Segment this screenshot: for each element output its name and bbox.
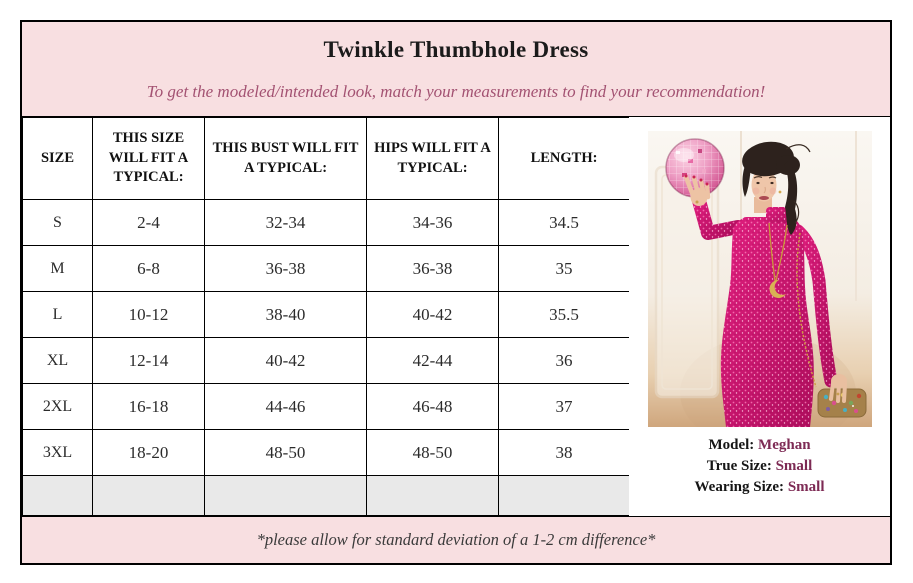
cell: 46-48 [367, 384, 499, 430]
table-row-s [23, 200, 630, 246]
empty-cell [93, 476, 205, 516]
photo-column [629, 117, 890, 516]
cell: 37 [499, 384, 630, 430]
cell: 16-18 [93, 384, 205, 430]
cell: 2XL [23, 384, 93, 430]
cell: L [23, 292, 93, 338]
size-table [22, 117, 630, 516]
col-header-size: SIZE [23, 118, 93, 200]
empty-cell [499, 476, 630, 516]
col-header-bust: THIS BUST WILL FIT A TYPICAL: [205, 118, 367, 200]
cell: 48-50 [205, 430, 367, 476]
product-title: Twinkle Thumbhole Dress [323, 37, 589, 62]
empty-row [23, 476, 630, 516]
cell: 6-8 [93, 246, 205, 292]
cell: 38-40 [205, 292, 367, 338]
model-value: Meghan [758, 437, 811, 453]
footnote: *please allow for standard deviation of a 1-2 cm difference* [256, 530, 656, 549]
model-label: Model: [708, 437, 755, 453]
product-photo [648, 131, 872, 427]
cell: 32-34 [205, 200, 367, 246]
chart-frame [20, 20, 892, 565]
door-panel [656, 167, 718, 397]
cell: 40-42 [367, 292, 499, 338]
cell: 36-38 [367, 246, 499, 292]
col-header-hips: HIPS WILL FIT A TYPICAL: [367, 118, 499, 200]
cell: 44-46 [205, 384, 367, 430]
cell: 38 [499, 430, 630, 476]
empty-cell [367, 476, 499, 516]
col-header-fit: THIS SIZE WILL FIT A TYPICAL: [93, 118, 205, 200]
model-info [629, 435, 890, 498]
cell: XL [23, 338, 93, 384]
cell: 35.5 [499, 292, 630, 338]
table-row-2xl [23, 384, 630, 430]
chart-footer [22, 516, 890, 563]
cell: 10-12 [93, 292, 205, 338]
wearing-size-line [629, 477, 890, 498]
empty-cell [23, 476, 93, 516]
chart-main [22, 117, 890, 516]
empty-cell [205, 476, 367, 516]
header-row [23, 118, 630, 200]
cell: S [23, 200, 93, 246]
table-row-m [23, 246, 630, 292]
cell: 42-44 [367, 338, 499, 384]
cell: 36-38 [205, 246, 367, 292]
size-table-wrap [22, 117, 629, 516]
cell: 3XL [23, 430, 93, 476]
true-size-value: Small [775, 458, 813, 474]
chart-header [22, 22, 890, 117]
cell: 2-4 [93, 200, 205, 246]
cell: 34-36 [367, 200, 499, 246]
cell: 35 [499, 246, 630, 292]
cell: 12-14 [93, 338, 205, 384]
true-size-line [629, 456, 890, 477]
table-row-l [23, 292, 630, 338]
cell: 18-20 [93, 430, 205, 476]
wearing-size-value: Small [787, 479, 825, 495]
cell: 40-42 [205, 338, 367, 384]
model-name-line [629, 435, 890, 456]
cell: 36 [499, 338, 630, 384]
chart-subtitle: To get the modeled/intended look, match your measurements to find your recommendation! [146, 82, 766, 101]
cell: M [23, 246, 93, 292]
cell: 48-50 [367, 430, 499, 476]
col-header-length: LENGTH: [499, 118, 630, 200]
table-row-xl [23, 338, 630, 384]
cell: 34.5 [499, 200, 630, 246]
table-row-3xl [23, 430, 630, 476]
true-size-label: True Size: [706, 458, 772, 474]
wearing-size-label: Wearing Size: [694, 479, 785, 495]
